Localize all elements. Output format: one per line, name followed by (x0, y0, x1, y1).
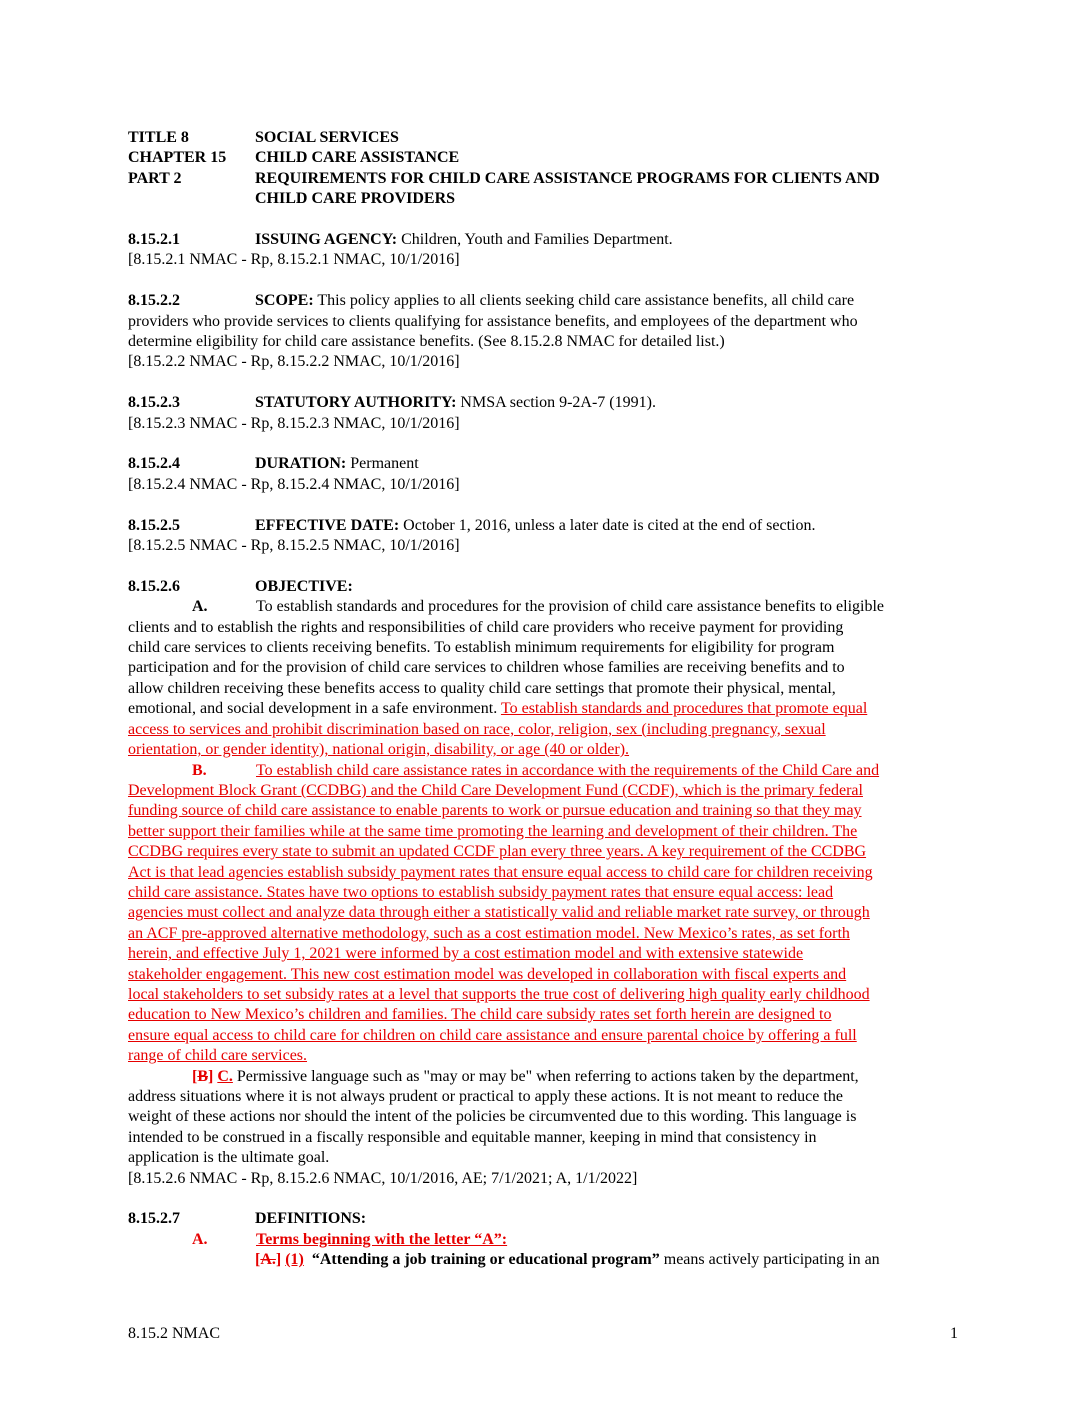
subsection-label: A. (192, 1230, 208, 1248)
subsection-label: A. (192, 598, 208, 616)
section-heading: DURATION: (255, 455, 347, 473)
inserted-text: orientation, or gender identity), national origin, disability, or age (40 or older). (128, 741, 630, 759)
section-heading: OBJECTIVE: (255, 577, 353, 595)
history-note: [8.15.2.3 NMAC - Rp, 8.15.2.3 NMAC, 10/1/2016] (128, 414, 460, 432)
subsection-b-inserted: B. To establish child care assistance rates in accordance with the requirements of the Child Care and (128, 761, 958, 781)
deleted-label: B (197, 1067, 208, 1085)
document-page: TITLE 8 SOCIAL SERVICES CHAPTER 15 CHILD CARE ASSISTANCE PART 2 REQUIREMENTS FOR CHILD CARE ASSISTANCE PROGRAMS FOR CLIENTS AND CHILD CARE PROVIDERS 8.15.2.1 ISSUING AGENCY: Children, Youth and Families Department. [8.15.2.1 NMAC - Rp, 8.15.2.1 NMAC, 10/1/2016] 8.15.2.2 SCOPE: This policy applies to all clients seeking child care assistance benefits, all child care providers who provide services to clients qualifying for assistance benefits, and employees of the department who determine eligibility for child care assistance benefits. (See 8.15.2.8 NMAC for detailed list.) [8.15.2.2 NMAC - Rp, 8.15.2.2 NMAC, 10/1/2016] 8.15.2.3 STATUTORY AUTHORITY: NMSA section 9-2A-7 (1991). [8.15.2.3 NMAC - Rp, 8.15.2.3 NMAC, 10/1/2016] 8.15.2.4 DURATION: Permanent [8.15.2.4 NMAC - Rp, 8.15.2.4 NMAC, 10/1/2016] 8.15.2.5 EFFECTIVE DATE: October 1, 2016, unless a later date is cited at the end of section. [8.15.2.5 NMAC - Rp, 8.15.2.5 NMAC, 10/1/2016] 8.15.2.6 OBJECTIVE: A. To establish standards and procedures for the provision of child care assistance benefits to eligible clients and to establish the rights and responsibilities of child care providers who receive payment for providing child care services to clients receiving benefits. To establish minimum requirements for eligibility for program participation and for the provision of child care services to children whose families are receiving benefits and to allow children receiving these benefits access to quality child care settings that promote their physical, mental, emotional, and social development in a safe environment. To establish standards and procedures that promote equal access to services and prohibit discrimination based on race, color, religion, sex (including pregnancy, sexual orientation, or gender identity), national origin, disability, or age (40 or older). B. To establish child care assistance rates in accordance with the requirements of the Child Care and Development Block Grant (CCDBG) and the Child Care Development Fund (CCDF), which is the primary federal funding source of child care assistance to enable parents to work or pursue education and training so that they may better support their families while at the same time promoting the learning and development of their children. The CCDBG requires every state to submit an updated CCDF plan every three years. A key requirement of the CCDBG Act is that lead agencies establish subsidy payment rates that ensure equal access to child care for children receiving child care assistance. States have two options to establish subsidy payment rates that ensure equal access: lead agencies must collect and analyze data through either a statistically valid and reliable market rate survey, or through an ACF pre-approved alternative methodology, such as a cost estimation model. New Mexico’s rates, as set forth herein, and effective July 1, 2021 were informed by a cost estimation model and with extensive statewide stakeholder engagement. This new cost estimation model was developed in collaboration with fiscal experts and local stakeholders to set subsidy rates at a level that supports the true cost of delivering high quality early childhood education to New Mexico’s children and families. The child care subsidy rates set forth herein are designed to ensure equal access to child care for children on child care assistance and ensure parental choice by offering a full range of child care services. [B] C. Permissive language such as "may or may be" when referring to actions taken by the department, address situations where it is not always prudent or practical to apply these actions. It is not meant to reduce the weight of these actions nor should the intent of the policies be circumvented due to this wording. This language is intended to be construed in a fiscally responsible and equitable manner, keeping in mind that consistency in application is the ultimate goal. [8.15.2.6 NMAC - Rp, 8.15.2.6 NMAC, 10/1/2016, AE; 7/1/2021; A, 1/1/2022] 8.15.2.7 DEFINITIONS: A. Terms beginning with the letter “A”: [A.] (1) “Attending a job training or educational program” means actively participating in an (128, 128, 958, 1271)
subsection-label: B. (192, 761, 207, 779)
section-number: 8.15.2.4 (128, 455, 180, 473)
definition-item: [A.] (1) “Attending a job training or educational program” means actively participating in an (255, 1251, 880, 1269)
section-8-15-2-5 (128, 516, 958, 536)
page-footer (128, 1325, 958, 1343)
section-number: 8.15.2.5 (128, 516, 180, 534)
inserted-text: access to services and prohibit discrimination based on race, color, religion, sex (including pregnancy, sexual (128, 720, 826, 738)
chapter-value: CHILD CARE ASSISTANCE (255, 149, 460, 167)
title-row (128, 128, 958, 148)
part-key: PART 2 (128, 169, 182, 187)
title-value: SOCIAL SERVICES (255, 129, 399, 146)
section-text-line: providers who provide services to clients qualifying for assistance benefits, and employees of the department who (128, 312, 858, 330)
section-8-15-2-7 (128, 1209, 958, 1229)
subsection-a: A. To establish standards and procedures for the provision of child care assistance benefits to eligible (128, 597, 958, 617)
section-8-15-2-3 (128, 393, 958, 413)
section-text: Children, Youth and Families Department. (397, 231, 673, 249)
section-heading: ISSUING AGENCY: (255, 231, 398, 249)
bracket-close: ] (208, 1067, 214, 1085)
part-value-line1: REQUIREMENTS FOR CHILD CARE ASSISTANCE PROGRAMS FOR CLIENTS AND (255, 169, 880, 187)
section-8-15-2-4 (128, 454, 958, 474)
history-note: [8.15.2.6 NMAC - Rp, 8.15.2.6 NMAC, 10/1/2016, AE; 7/1/2021; A, 1/1/2022] (128, 1169, 638, 1187)
part-value-line2: CHILD CARE PROVIDERS (255, 190, 456, 208)
chapter-key: CHAPTER 15 (128, 149, 227, 167)
title-key: TITLE 8 (128, 129, 189, 146)
section-text: Permanent (346, 455, 419, 473)
section-text: October 1, 2016, unless a later date is cited at the end of section. (399, 516, 816, 534)
subsection-c: [B] C. Permissive language such as "may or may be" when referring to actions taken by the department, (192, 1067, 859, 1085)
subsection-a-inserted: A. Terms beginning with the letter “A”: (128, 1230, 958, 1250)
history-note: [8.15.2.2 NMAC - Rp, 8.15.2.2 NMAC, 10/1/2016] (128, 353, 460, 371)
new-label: C. (217, 1067, 233, 1085)
section-number: 8.15.2.6 (128, 577, 180, 595)
section-number: 8.15.2.3 (128, 394, 180, 412)
section-8-15-2-6 (128, 577, 958, 597)
section-number: 8.15.2.1 (128, 231, 180, 249)
part-row (128, 169, 958, 189)
section-text: NMSA section 9-2A-7 (1991). (456, 394, 656, 412)
history-note: [8.15.2.1 NMAC - Rp, 8.15.2.1 NMAC, 10/1/2016] (128, 251, 460, 269)
section-8-15-2-2 (128, 291, 958, 311)
new-label: (1) (285, 1251, 304, 1269)
section-heading: DEFINITIONS: (255, 1210, 367, 1228)
section-number: 8.15.2.7 (128, 1210, 180, 1228)
inserted-text: To establish standards and procedures that promote equal (500, 700, 868, 718)
section-number: 8.15.2.2 (128, 292, 180, 310)
section-text: This policy applies to all clients seeking child care assistance benefits, all child care (313, 292, 855, 310)
footer-citation: 8.15.2 NMAC (128, 1325, 221, 1342)
history-note: [8.15.2.5 NMAC - Rp, 8.15.2.5 NMAC, 10/1/2016] (128, 537, 460, 555)
page-number: 1 (950, 1325, 958, 1342)
section-heading: SCOPE: (255, 292, 314, 310)
section-heading: STATUTORY AUTHORITY: (255, 394, 457, 412)
section-8-15-2-1 (128, 230, 958, 250)
chapter-row (128, 148, 958, 168)
section-heading: EFFECTIVE DATE: (255, 516, 400, 534)
bracket-open: [ (192, 1067, 198, 1085)
part-row-2 (128, 189, 958, 209)
history-note: [8.15.2.4 NMAC - Rp, 8.15.2.4 NMAC, 10/1/2016] (128, 475, 460, 493)
defined-term: “Attending a job training or educational program” (311, 1251, 660, 1269)
section-text-line: determine eligibility for child care assistance benefits. (See 8.15.2.8 NMAC for detailed list.) (128, 333, 725, 351)
deleted-label: A. (260, 1251, 276, 1269)
